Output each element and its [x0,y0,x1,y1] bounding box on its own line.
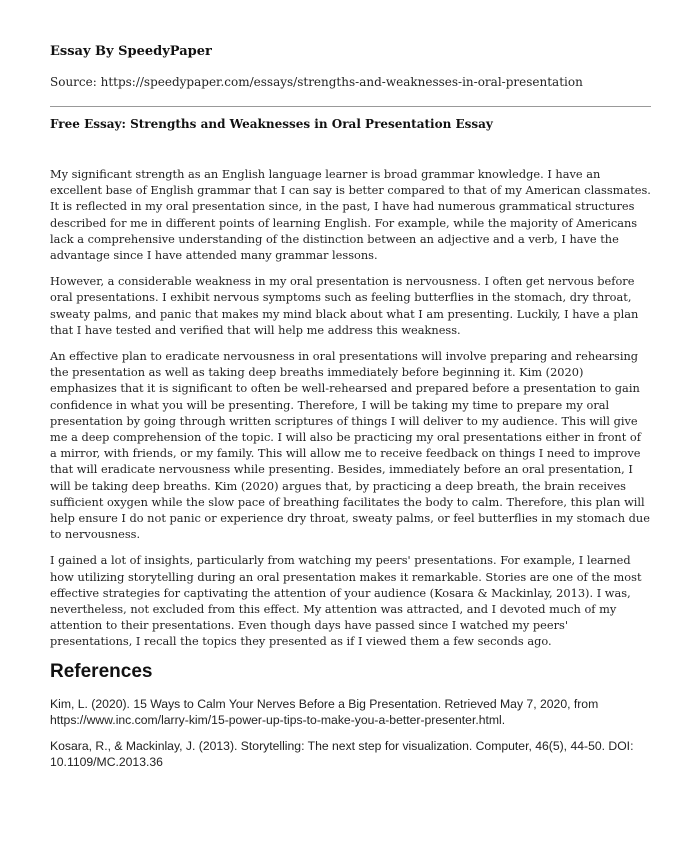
source-line: Source: https://speedypaper.com/essays/strengths-and-weaknesses-in-oral-presentation [50,75,583,89]
essay-title: Free Essay: Strengths and Weaknesses in Oral Presentation Essay [50,117,493,131]
site-title: Essay By SpeedyPaper [50,44,212,59]
essay-paragraph: However, a considerable weakness in my oral presentation is nervousness. I often get nervous before oral presentations. I exhibit nervous symptoms such as feeling butterflies in the stomach, dry throat, sweaty palms, and panic that makes my mind black about what I am presenting. Luckily, I have a plan that I have tested and verified that will help me address this weakness. [50,274,639,337]
essay-paragraph: My significant strength as an English language learner is broad grammar knowledge. I have an excellent base of English grammar that I can say is better compared to that of my American classmates. It is reflected in my oral presentation since, in the past, I have had numerous grammatical structures described for me in different points of learning English. For example, while the majority of Americans lack a comprehensive understanding of the distinction between an adjective and a verb, I have the advantage since I have attended many grammar lessons. [50,167,651,263]
reference-item: Kosara, R., & Mackinlay, J. (2013). Storytelling: The next step for visualization. Computer, 46(5), 44-50. DOI: 10.1109/MC.2013.36 [50,739,634,770]
document-page [50,44,651,781]
essay-paragraph: An effective plan to eradicate nervousness in oral presentations will involve preparing and rehearsing the presentation as well as taking deep breaths immediately before beginning it. Kim (2020) emphasizes that it is significant to often be well-rehearsed and prepared before a presentation to gain confidence in what you will be presenting. Therefore, I will be taking my time to prepare my oral presentation by going through written scriptures of things I will deliver to my audience. This will give me a deep comprehension of the topic. I will also be practicing my oral presentations either in front of a mirror, with friends, or my family. This will allow me to receive feedback on things I need to improve that will eradicate nervousness while presenting. Besides, immediately before an oral presentation, I will be taking deep breaths. Kim (2020) argues that, by practicing a deep breath, the brain receives sufficient oxygen while the slow pace of breathing facilitates the body to calm. Therefore, this plan will help ensure I do not panic or experience dry throat, sweaty palms, or feel butterflies in my stomach due to nervousness. [50,349,650,542]
essay-body [50,166,651,650]
references-heading: References [50,660,153,682]
essay-paragraph: I gained a lot of insights, particularly from watching my peers' presentations. For example, I learned how utilizing storytelling during an oral presentation makes it remarkable. Stories are one of the most effective strategies for captivating the attention of your audience (Kosara & Mackinlay, 2013). I was, nevertheless, not excluded from this effect. My attention was attracted, and I devoted much of my attention to their presentations. Even though days have passed since I watched my peers' presentations, I recall the topics they presented as if I viewed them a few seconds ago. [50,553,642,649]
reference-item: Kim, L. (2020). 15 Ways to Calm Your Nerves Before a Big Presentation. Retrieved May 7, 2020, from https://www.inc.com/larry-kim/15-power-up-tips-to-make-you-a-better-presenter.html. [50,696,599,727]
header-divider [50,106,651,107]
